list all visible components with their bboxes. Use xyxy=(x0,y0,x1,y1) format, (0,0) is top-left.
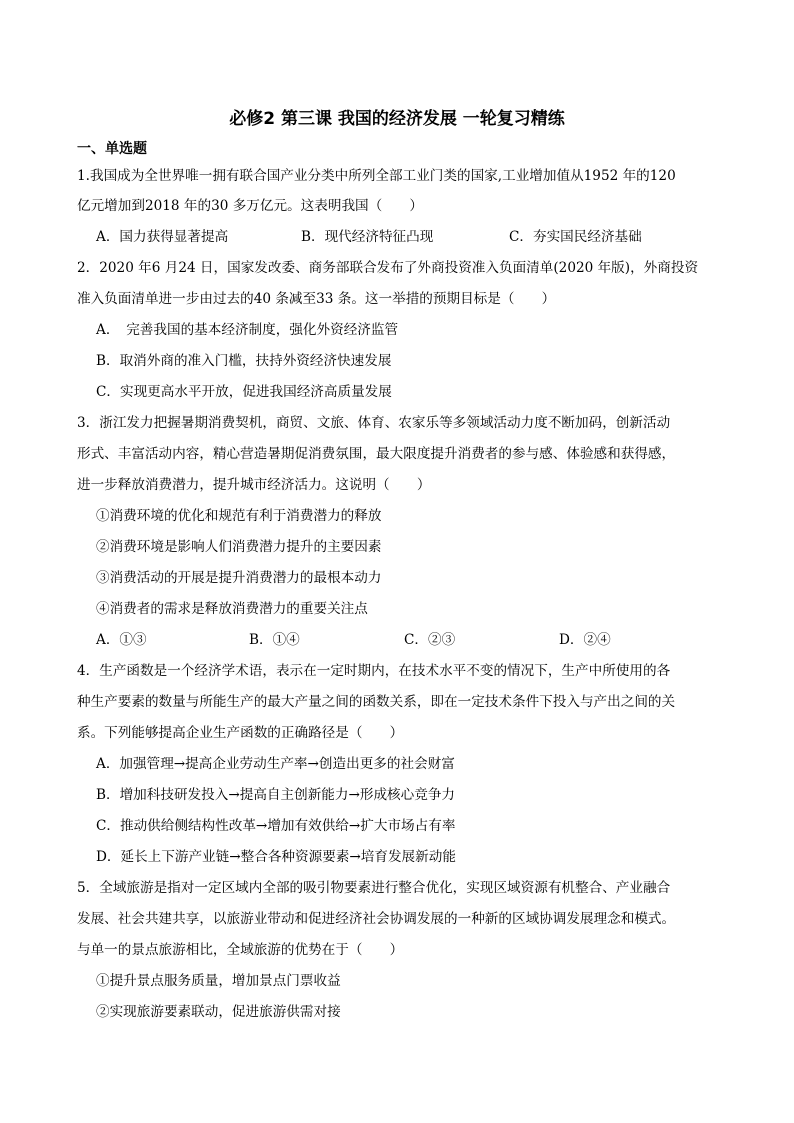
q3-option-d[interactable]: D．②④ xyxy=(559,632,611,648)
q2-stem-line-2: 准入负面清单进一步由过去的40 条减至33 条。这一举措的预期目标是（ ） xyxy=(77,291,556,307)
q3-stem-line-3: 进一步释放消费潜力，提升城市经济活力。这说明（ ） xyxy=(77,477,431,493)
q3-option-b[interactable]: B．①④ xyxy=(249,632,300,648)
q3-statement-3: ③消费活动的开展是提升消费潜力的最根本动力 xyxy=(96,570,382,586)
q2-option-c[interactable]: C．实现更高水平开放，促进我国经济高质量发展 xyxy=(96,384,392,400)
q3-statement-1: ①消费环境的优化和规范有利于消费潜力的释放 xyxy=(96,508,382,524)
document-title: 必修2 第三课 我国的经济发展 一轮复习精练 xyxy=(229,109,565,129)
q4-option-a[interactable]: A．加强管理→提高企业劳动生产率→创造出更多的社会财富 xyxy=(96,756,455,772)
q5-statement-2: ②实现旅游要素联动，促进旅游供需对接 xyxy=(96,1004,341,1020)
q3-stem-line-2: 形式、丰富活动内容，精心营造暑期促消费氛围，最大限度提升消费者的参与感、体验感和获得感， xyxy=(77,446,676,462)
q1-stem-line-2: 亿元增加到2018 年的30 多万亿元。这表明我国（ ） xyxy=(77,198,424,214)
section-heading: 一、单选题 xyxy=(77,141,147,157)
q4-option-b[interactable]: B．增加科技研发投入→提高自主创新能力→形成核心竞争力 xyxy=(96,787,456,803)
q5-stem-line-2: 发展、社会共建共享，以旅游业带动和促进经济社会协调发展的一种新的区域协调发展理念和模式。 xyxy=(77,911,676,927)
q5-stem-line-3: 与单一的景点旅游相比，全域旅游的优势在于（ ） xyxy=(77,942,404,958)
q2-option-b[interactable]: B．取消外商的准入门槛，扶持外资经济快速发展 xyxy=(96,353,392,369)
q4-option-c[interactable]: C．推动供给侧结构性改革→增加有效供给→扩大市场占有率 xyxy=(96,818,456,834)
q3-option-c[interactable]: C．②③ xyxy=(404,632,456,648)
q4-stem-line-2: 种生产要素的数量与所能生产的最大产量之间的函数关系，即在一定技术条件下投入与产出之间的关 xyxy=(77,694,676,710)
q3-statement-2: ②消费环境是影响人们消费潜力提升的主要因素 xyxy=(96,539,382,555)
q2-stem-line-1: 2．2020 年6 月24 日，国家发改委、商务部联合发布了外商投资准入负面清单(2020 年版)，外商投资 xyxy=(77,260,699,276)
q3-option-a[interactable]: A．①③ xyxy=(96,632,147,648)
q1-option-a[interactable]: A．国力获得显著提高 xyxy=(96,229,229,245)
q5-stem-line-1: 5．全域旅游是指对一定区域内全部的吸引物要素进行整合优化，实现区域资源有机整合、产业融合 xyxy=(77,880,671,896)
q1-option-c[interactable]: C．夯实国民经济基础 xyxy=(509,229,642,245)
q3-stem-line-1: 3．浙江发力把握暑期消费契机，商贸、文旅、体育、农家乐等多领域活动力度不断加码，创新活动 xyxy=(77,415,671,431)
q1-option-b[interactable]: B．现代经济特征凸现 xyxy=(301,229,434,245)
q4-stem-line-3: 系。下列能够提高企业生产函数的正确路径是（ ） xyxy=(77,725,404,741)
q2-option-a[interactable]: A． 完善我国的基本经济制度，强化外资经济监管 xyxy=(96,322,399,338)
q5-statement-1: ①提升景点服务质量，增加景点门票收益 xyxy=(96,973,341,989)
q4-option-d[interactable]: D．延长上下游产业链→整合各种资源要素→培育发展新动能 xyxy=(96,849,456,865)
q4-stem-line-1: 4．生产函数是一个经济学术语，表示在一定时期内，在技术水平不变的情况下，生产中所使用的各 xyxy=(77,663,671,679)
q1-stem-line-1: 1.我国成为全世界唯一拥有联合国产业分类中所列全部工业门类的国家,工业增加值从1952 年的120 xyxy=(77,168,676,184)
q3-statement-4: ④消费者的需求是释放消费潜力的重要关注点 xyxy=(96,601,368,617)
